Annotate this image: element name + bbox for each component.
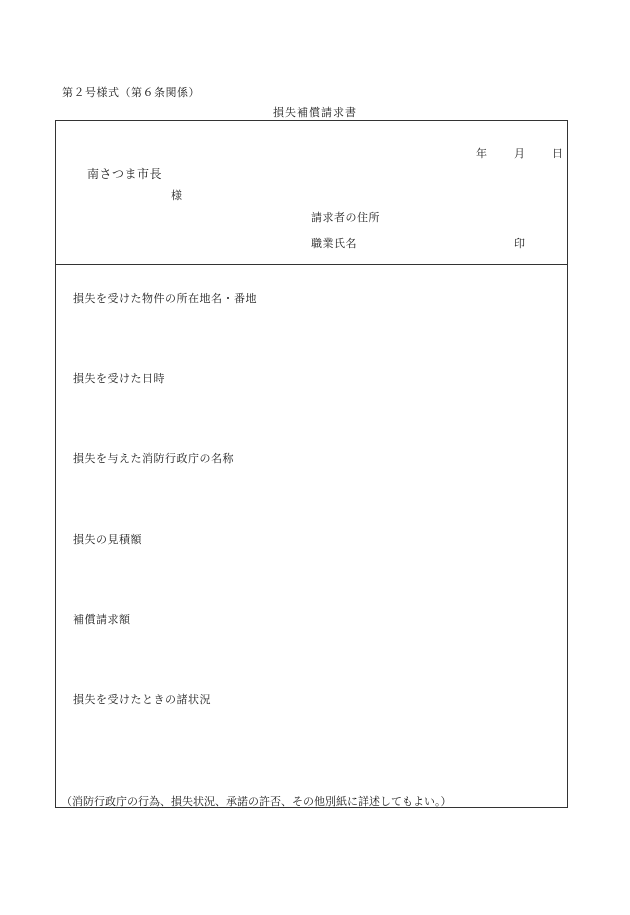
- date-month-label: 月: [514, 147, 525, 160]
- footnote: （消防行政庁の行為、損失状況、承諾の許否、その他別紙に詳述してもよい。）: [61, 795, 452, 808]
- honorific: 様: [171, 189, 182, 202]
- item-loss-datetime: 損失を受けた日時: [73, 372, 165, 385]
- item-property-location: 損失を受けた物件の所在地名・番地: [73, 292, 257, 305]
- item-claim-amount: 補償請求額: [73, 613, 131, 626]
- form-number: 第２号様式（第６条関係）: [62, 86, 200, 99]
- item-fire-authority-name: 損失を与えた消防行政庁の名称: [73, 452, 234, 465]
- form-box: [55, 120, 568, 808]
- item-loss-circumstances: 損失を受けたときの諸状況: [73, 693, 211, 706]
- requester-address-label: 請求者の住所: [311, 211, 380, 224]
- seal-mark: 印: [514, 237, 525, 250]
- date-day-label: 日: [552, 147, 563, 160]
- requester-name-label: 職業氏名: [311, 237, 357, 250]
- date-year-label: 年: [476, 147, 487, 160]
- document-title: 損失補償請求書: [273, 106, 357, 119]
- addressee: 南さつま市長: [87, 167, 163, 181]
- item-estimated-loss: 損失の見積額: [73, 533, 142, 546]
- header-section: [56, 121, 567, 265]
